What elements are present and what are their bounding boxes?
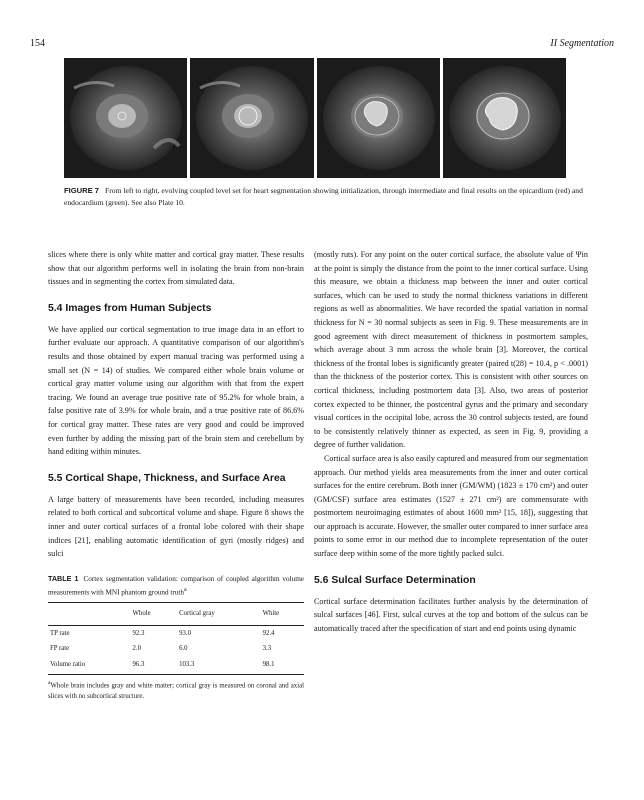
table-cell: Volume ratio [48,657,131,675]
left-intro-paragraph: slices where there is only white matter and cortical gray matter. These results show that our algorithm performs well in isolating the brain from non-brain tissues and in segmenting the cortex from simulated data. [48,250,304,287]
table-row [48,641,304,657]
page-number: 154 [30,38,45,49]
table-header-cell: Cortical gray [177,603,261,626]
heart-mri-panel-4 [443,58,566,178]
table-footnote [48,678,304,702]
table-footnote-text: Whole brain includes gray and white matter; cortical gray is measured on coronal and axial slices with no subcortical structure. [48,682,304,701]
section-5-6-heading: 5.6 Sulcal Surface Determination [314,574,476,586]
section-5-5-heading: 5.5 Cortical Shape, Thickness, and Surface Area [48,472,286,484]
table-header-cell [48,603,131,626]
section-5-5-paragraph: A large battery of measurements have been recorded, including measures related to both cortical and subcortical volume and shape. Figure 8 shows the inner and outer cortical surfaces of a frontal lobe colored with their shape indices [21], enabling automatic identification of gyri (mostly ridges) and sulci [48,494,304,559]
table-cell: 92.3 [132,629,145,637]
right-paragraph-1: (mostly ruts). For any point on the outer cortical surface, the absolute value of Ψin at the point is simply the distance from the point to the inner cortical surface. Using this measure, we obtain a thickness map between the inner and outer cortical surfaces, which can be used to study the normal thickness variations in different regions as well as abnormalities. We have recorded the spatial variation in normal thickness for N = 30 normal subjects as seen in Fig. 9. These measurements are in good agreement with direct measurement of thickness in postmortem samples, which average about 3 mm across the whole brain [3]. Moreover, the cortical thickness of the frontal lobes is significantly greater (paired t(28) = 10.4, p < .0001) than the thickness of the posterior cortex. This is consistent with other sources on cortical thickness, including postmortem data [3]. Also, two areas of posterior cortex expected to be thinner, the postcentral gyrus and the primary and secondary visual cortices in the occipital lobe, across the 30 control subjects tested, are found to be consistently relatively thinner as expected, as seen in Fig. 9, providing a degree of further validation. [314,250,588,450]
table-cell: 103.3 [177,657,261,675]
table-cell: 96.3 [131,657,178,675]
figure-7-image-strip [64,58,566,178]
table-row [48,625,304,641]
table-cell: FP rate [50,645,70,653]
table-caption-text: Cortex segmentation validation: comparison of coupled algorithm volume measurements with MNI phantom ground truth [48,574,305,597]
right-column [314,248,588,635]
section-5-6-paragraph: Cortical surface determination facilitates further analysis by the determination of sulcal surfaces [46]. First, sulcal curves at the top and bottom of the sulcus can be automatically traced after the specification of start and end points using dynamic [314,596,588,633]
left-column [48,248,304,703]
section-5-4-paragraph: We have applied our cortical segmentation to true image data in an effort to further evaluate our approach. A quantitative comparison of our algorithm's results and those obtained by expert manual tracing was performed using a small set (N = 14) of studies. We compared either whole brain volume or cortical gray matter volume using our algorithm with that from the expert tracing. We found an average true positive rate of 95.2% for whole brain, a false positive rate of 3.9% for whole brain, and a true positive rate of 86.6% for cortical gray matter. These rates are very good and could be improved even further by adding the missing part of the brain stem and cerebellum by hand editing within minutes. [48,324,304,457]
table-cell: TP rate [50,629,70,637]
table-cell: 93.0 [179,629,191,637]
table-cell: 92.4 [262,629,275,637]
section-5-4-heading: 5.4 Images from Human Subjects [48,302,212,314]
right-paragraph-2: Cortical surface area is also easily captured and measured from our segmentation approach. Our method yields area measurements from the inner and outer cortical surfaces for the entire cerebrum. Both inner (GM/WM) (1823 ± 170 cm²) and outer (GM/CSF) surface area estimates (1527 ± 271 cm²) are commensurate with postmortem neuroimaging estimates of about 1600 mm² [15, 18]), suggesting that our approach is accurate. However, the smaller outer compared to inner surface area points to some error in our method due to incomplete representation of the outer surface deep within some of the more tightly packed sulci. [314,453,588,559]
table-header-cell: White [261,603,304,626]
figure-caption-text: From left to right, evolving coupled level set for heart segmentation showing initialization, through intermediate and final results on the epicardium (red) and endocardium (green). See also Plate 10. [64,186,583,207]
table-header-cell: Whole [131,603,178,626]
heart-mri-panel-2 [190,58,313,178]
table-cell: 2.0 [132,645,141,653]
figure-caption [64,185,584,209]
table-label: TABLE 1 [48,573,79,583]
table-cell: 3.3 [262,645,272,653]
heart-mri-panel-1 [64,58,187,178]
table-row [48,657,304,675]
chapter-title: II Segmentation [550,38,614,49]
table-header-row [48,603,304,626]
table-cell: 6.0 [179,645,188,653]
table-cell: 98.1 [261,657,304,675]
figure-label: FIGURE 7 [64,186,100,195]
validation-table [48,602,304,675]
heart-mri-panel-3 [317,58,440,178]
table-caption [48,573,304,598]
table-caption-sup: a [183,586,187,593]
table-footnote-sup: a [48,680,51,687]
